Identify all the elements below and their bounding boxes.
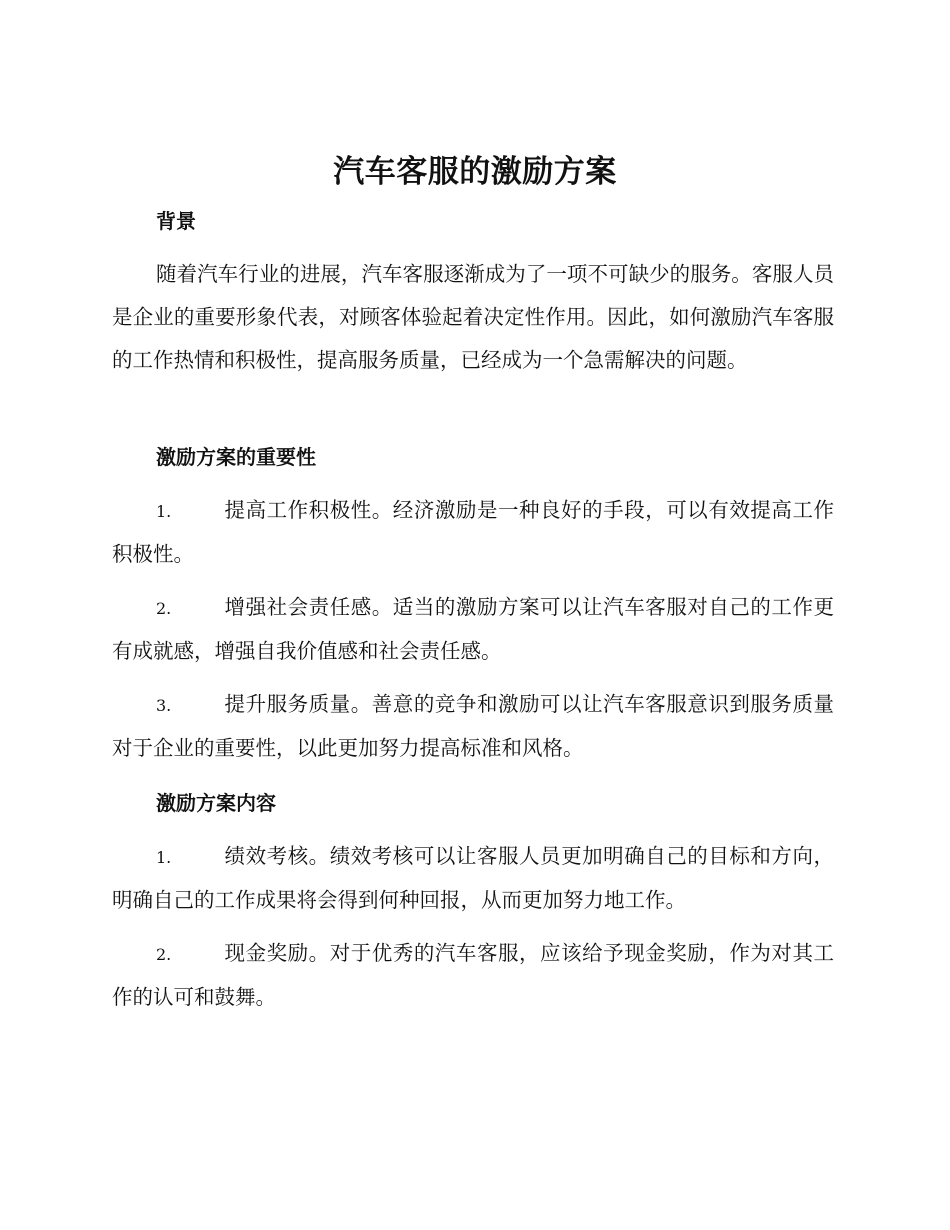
- background-paragraph: 随着汽车行业的进展，汽车客服逐渐成为了一项不可缺少的服务。客服人员是企业的重要形象代表，对顾客体验起着决定性作用。因此，如何激励汽车客服的工作热情和积极性，提高服务质量，已经成为一个急需解决的问题。: [112, 262, 834, 372]
- list-item: [112, 586, 834, 673]
- section-heading-content: 激励方案内容: [156, 791, 276, 815]
- list-item-text: 提升服务质量。善意的竞争和激励可以让汽车客服意识到服务质量对于企业的重要性，以此更加努力提高标准和风格。: [112, 692, 834, 760]
- list-item-text: 提高工作积极性。经济激励是一种良好的手段，可以有效提高工作积极性。: [112, 498, 834, 566]
- list-item-number: 1.: [156, 848, 172, 867]
- list-item-text: 增强社会责任感。适当的激励方案可以让汽车客服对自己的工作更有成就感，增强自我价值感和社会责任感。: [112, 595, 834, 663]
- list-item-number: 2.: [156, 945, 172, 964]
- section-heading-background: 背景: [156, 209, 196, 233]
- list-item-text: 绩效考核。绩效考核可以让客服人员更加明确自己的目标和方向，明确自己的工作成果将会得到何种回报，从而更加努力地工作。: [112, 844, 834, 912]
- list-item-number: 2.: [156, 599, 172, 618]
- list-item: [112, 683, 834, 770]
- list-item: [112, 835, 834, 922]
- list-item-number: 1.: [156, 502, 172, 521]
- list-item-number: 3.: [156, 696, 172, 715]
- list-item-text: 现金奖励。对于优秀的汽车客服，应该给予现金奖励，作为对其工作的认可和鼓舞。: [112, 941, 834, 1009]
- list-item: [112, 932, 834, 1019]
- document-title: 汽车客服的激励方案: [333, 154, 617, 190]
- list-item: [112, 489, 834, 576]
- section-heading-importance: 激励方案的重要性: [156, 445, 316, 469]
